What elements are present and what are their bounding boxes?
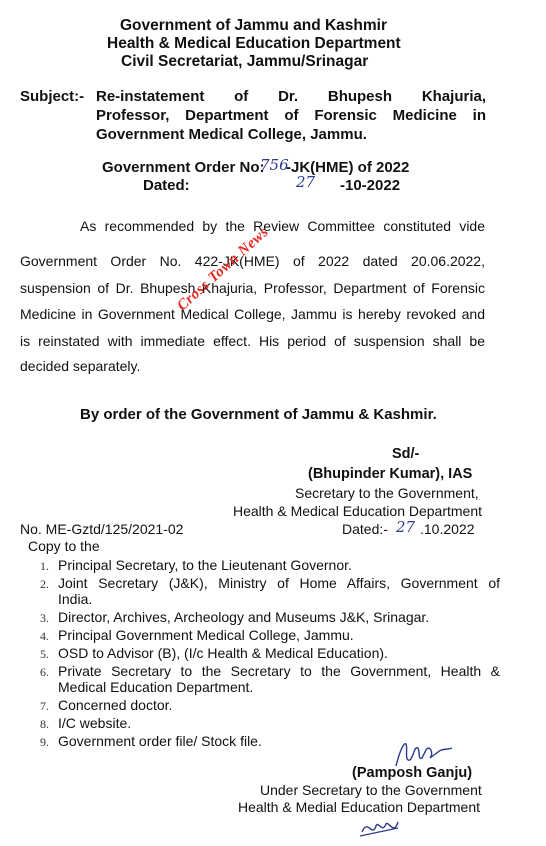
order-number-handwritten: 756 [260,156,289,174]
list-item [40,575,500,607]
list-item [40,663,500,695]
subject-line-2: Professor, Department of Forensic Medicine in [96,107,486,124]
list-item [40,715,500,731]
signatory-name: (Bhupinder Kumar), IAS [308,466,473,482]
list-item-text: OSD to Advisor (B), (I/c Health & Medical Education). [58,645,388,661]
subject-line-3: Government Medical College, Jammu. [96,126,367,143]
copy-to-label: Copy to the [28,538,100,554]
by-order-line: By order of the Government of Jammu & Kashmir. [80,406,437,423]
list-item-text-cont: India. [58,591,93,607]
list-item [40,645,500,661]
signatory-sd: Sd/- [392,446,420,462]
reference-dated-handwritten: 27 [396,518,416,536]
subject-line-1: Re-instatement of Dr. Bhupesh Khajuria, [96,88,486,105]
list-item-text: Concerned doctor. [58,697,173,713]
list-item-number: 1. [40,559,49,573]
header-line-1: Government of Jammu and Kashmir [120,17,388,34]
body-line-5: is reinstated with immediate effect. His period of suspension shall be [20,333,485,349]
body-line-6: decided separately. [20,358,141,374]
signatory-title-1: Secretary to the Government, [295,485,479,501]
body-line-2: Government Order No. 422-JK(HME) of 2022 dated 20.06.2022, [20,253,485,269]
subject-label: Subject:- [20,88,85,105]
list-item-text: I/C website. [58,715,132,731]
list-item-number: 3. [40,611,49,625]
list-item-text: Principal Government Medical College, Jammu. [58,627,354,643]
reference-dated-label: Dated:- [342,521,388,537]
under-secretary-name: (Pamposh Ganju) [352,765,473,781]
reference-dated-rest: .10.2022 [420,521,475,537]
body-line-4: Medicine in Government Medical College, Jammu is hereby revoked and [20,306,485,322]
list-item-text-cont: Medical Education Department. [58,679,254,695]
list-item-number: 6. [40,665,49,679]
body-line-3: suspension of Dr. Bhupesh Khajuria, Professor, Department of Forensic [20,280,485,296]
signatory-title-2: Health & Medical Education Department [233,503,483,519]
list-item-number: 8. [40,717,49,731]
list-item-number: 7. [40,699,49,713]
header-line-3: Civil Secretariat, Jammu/Srinagar [121,53,369,70]
watermark: Cross Town News [174,223,272,315]
list-item [40,557,500,573]
under-secretary-title-2: Health & Medial Education Department [238,799,481,815]
list-item [40,697,500,713]
list-item-text: Private Secretary to the Secretary to the Government, Health & [58,663,500,679]
header-line-2: Health & Medical Education Department [107,35,401,52]
order-number-suffix: -JK(HME) of 2022 [286,159,410,176]
list-item [40,627,500,643]
initials-scribble [358,814,402,842]
list-item [40,609,500,625]
copy-to-list [40,557,500,751]
list-item-number: 9. [40,735,49,749]
order-dated-handwritten: 27 [296,173,316,191]
list-item-number: 4. [40,629,49,643]
list-item-text: Joint Secretary (J&K), Ministry of Home Affairs, Government of [58,575,500,591]
reference-number: No. ME-Gztd/125/2021-02 [20,521,184,537]
order-dated-rest: -10-2022 [340,177,401,194]
list-item-text: Director, Archives, Archeology and Museums J&K, Srinagar. [58,609,430,625]
body-line-1: As recommended by the Review Committee constituted vide [80,218,485,234]
list-item-number: 2. [40,577,49,591]
list-item-text: Principal Secretary, to the Lieutenant Governor. [58,557,352,573]
under-secretary-title-1: Under Secretary to the Government [260,782,482,798]
order-dated-label: Dated: [143,177,190,194]
list-item-number: 5. [40,647,49,661]
order-number-prefix: Government Order No: [102,159,265,176]
list-item-text: Government order file/ Stock file. [58,733,262,749]
